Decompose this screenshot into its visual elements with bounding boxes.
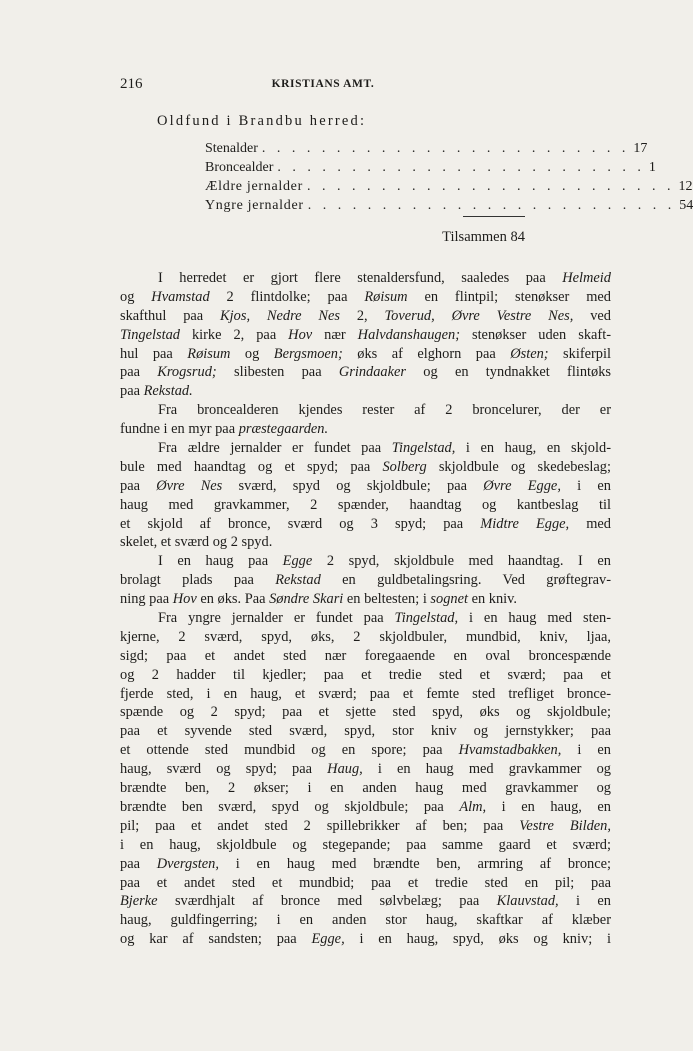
text-line <box>120 458 611 477</box>
text-run: haug med gravkammer, 2 spænder, haandtag og kantbeslag til <box>120 496 611 513</box>
text-run: paa <box>120 477 157 494</box>
text-line <box>120 345 611 364</box>
text-run: i en <box>558 893 611 910</box>
row-value: 17 <box>633 141 648 156</box>
italic-term: præstegaarden. <box>238 421 329 438</box>
text-run: pil; paa et andet sted 2 spillebrikker af ben; paa <box>120 817 520 834</box>
italic-term: Grindaaker <box>338 364 407 381</box>
text-run: paa et syvende sted sværd, spyd, stor kniv og jernstykker; paa <box>120 723 611 740</box>
italic-term: Dvergsten, <box>156 855 219 872</box>
text-run: Fra yngre jernalder er fundet paa <box>158 610 395 627</box>
italic-term: Rekstad. <box>143 383 193 400</box>
text-run: skafthul paa <box>120 307 221 324</box>
text-run: en flintpil; stenøkser med <box>407 288 611 305</box>
italic-term: Solberg <box>382 458 427 475</box>
text-run: 2, <box>339 307 385 324</box>
text-run: 2 flintdolke; paa <box>209 288 365 305</box>
row-label: Broncealder <box>205 160 274 175</box>
text-line <box>120 817 611 836</box>
italic-term: Helmeid <box>562 270 611 286</box>
text-line <box>120 420 611 439</box>
italic-term: Tingelstad <box>120 326 180 343</box>
italic-term: Tingelstad, <box>391 440 456 457</box>
text-run: i en haug med brændte ben, armring af bronce; <box>218 855 611 872</box>
text-run: og <box>120 288 152 305</box>
italic-term: Øvre Egge, <box>483 477 561 494</box>
text-line <box>120 382 611 401</box>
text-run: en beltesten; i <box>343 591 431 608</box>
text-run: i en <box>560 477 611 494</box>
text-line <box>120 439 611 458</box>
text-line <box>120 722 611 741</box>
text-run: paa <box>120 383 144 400</box>
text-run: i en haug, skjoldbule og stegepande; paa samme gaard et sværd; <box>120 836 611 853</box>
italic-term: Hvamstadbakken, <box>458 742 562 759</box>
text-line <box>120 477 611 496</box>
text-run: paa et andet sted et mundbid; paa et tredie sted en pil; paa <box>120 874 611 891</box>
italic-term: Tingelstad, <box>394 610 459 627</box>
text-run: Fra ældre jernalder er fundet paa <box>158 440 392 457</box>
italic-term: Rekstad <box>275 572 321 589</box>
text-line <box>120 779 611 798</box>
text-line <box>120 326 611 345</box>
text-line <box>120 874 611 893</box>
text-run: skelet, et sværd og 2 spyd. <box>120 534 273 551</box>
text-run: sværd, spyd og skjoldbule; paa <box>222 477 484 494</box>
italic-term: Hvamstad <box>151 288 210 305</box>
text-run: bule med haandtag og et spyd; paa <box>120 458 383 475</box>
sum-rule <box>463 216 525 217</box>
row-label: Ældre jernalder <box>205 179 303 194</box>
text-run: I en haug paa <box>158 553 283 570</box>
text-line <box>120 590 611 609</box>
text-line <box>120 798 611 817</box>
text-line <box>120 855 611 874</box>
text-run: i en haug med gravkammer og <box>362 761 611 778</box>
text-run: paa <box>120 364 158 381</box>
summary-row: Ældre jernalder . . . . . . . . . . . . . . . . . . . . . . . . . 12 <box>205 179 693 194</box>
body-text <box>120 269 611 949</box>
summary-row: Broncealder . . . . . . . . . . . . . . . . . . . . . . . . . 1 <box>205 160 656 175</box>
total-value: 84 <box>510 229 525 245</box>
text-run: nær <box>312 326 358 343</box>
text-run: brændte ben sværd, spyd og skjoldbule; paa <box>120 798 460 815</box>
text-run: et ottende sted mundbid og en spore; paa <box>120 742 459 759</box>
text-line <box>120 269 611 288</box>
text-line <box>120 836 611 855</box>
row-value: 12 <box>678 179 693 194</box>
text-line <box>120 363 611 382</box>
text-run: et skjold af bronce, sværd og 3 spyd; paa <box>120 515 481 532</box>
italic-term: sognet <box>430 591 468 608</box>
text-run: brændte ben, 2 økser; i en anden haug med gravkammer og <box>120 780 611 797</box>
italic-term: Krogsrud; <box>157 364 217 381</box>
text-run: i en haug, en skjold- <box>455 440 611 457</box>
text-run: haug, sværd og spyd; paa <box>120 761 328 778</box>
text-run: 2 spyd, skjoldbule med haandtag. I en <box>312 553 611 570</box>
text-run: slibesten paa <box>216 364 339 381</box>
text-run: med <box>569 515 612 532</box>
italic-term: Hov <box>172 591 197 608</box>
italic-term: Søndre Skari <box>269 591 344 608</box>
text-run: stenøkser uden skaft- <box>460 326 611 343</box>
text-line <box>120 647 611 666</box>
italic-term: Haug, <box>327 761 363 778</box>
italic-term: Øvre Nes <box>156 477 223 494</box>
text-run: i en haug, spyd, øks og kniv; i <box>344 931 611 948</box>
italic-term: Halvdanshaugen; <box>357 326 460 343</box>
row-value: 1 <box>648 160 656 175</box>
text-run: øks af elghorn paa <box>342 345 511 362</box>
text-line <box>120 288 611 307</box>
italic-term: Midtre Egge, <box>480 515 570 532</box>
total-row <box>405 229 525 246</box>
text-run: sigd; paa et andet sted nær foregaaende en oval broncespænde <box>120 647 611 664</box>
text-line <box>120 496 611 515</box>
text-run: og <box>230 345 274 362</box>
text-run: og en tyndnakket flintøks <box>406 364 611 381</box>
text-run: ved <box>573 307 611 324</box>
italic-term: Toverud, Øvre Vestre Nes, <box>384 307 574 324</box>
text-line <box>120 930 611 949</box>
text-run: brolagt plads paa <box>120 572 276 589</box>
text-line <box>120 911 611 930</box>
text-line <box>120 571 611 590</box>
text-run: fjerde sted, i en haug, et sværd; paa et femte sted trefliget bronce- <box>120 685 611 702</box>
text-run: fundne i en myr paa <box>120 421 239 438</box>
summary-row: Yngre jernalder . . . . . . . . . . . . . . . . . . . . . . . . . 54 <box>205 198 693 213</box>
text-line <box>120 609 611 628</box>
text-line <box>120 628 611 647</box>
text-line <box>120 703 611 722</box>
text-run: spænde og 2 spyd; paa et sjette sted spyd, øks og skjoldbule; <box>120 704 611 721</box>
row-value: 54 <box>679 198 693 213</box>
text-line <box>120 307 611 326</box>
italic-term: Røisum <box>364 288 408 305</box>
text-line <box>120 552 611 571</box>
text-run: skjoldbule og skedebeslag; <box>426 458 612 475</box>
italic-term: Klauvstad, <box>496 893 559 910</box>
text-run: og kar af sandsten; paa <box>120 931 312 948</box>
total-label: Tilsammen <box>442 229 507 245</box>
text-line <box>120 760 611 779</box>
row-label: Stenalder <box>205 141 258 156</box>
text-run: haug, guldfingerring; i en anden stor haug, skaftkar af klæber <box>120 912 611 929</box>
text-run: en øks. Paa <box>196 591 270 608</box>
text-run: sværdhjalt af bronce med sølvbelæg; paa <box>157 893 497 910</box>
summary-title: Oldfund i Brandbu herred: <box>157 113 367 129</box>
running-head: KRISTIANS AMT. <box>271 78 375 90</box>
text-run: i en haug, en <box>486 798 612 815</box>
text-line <box>120 401 611 420</box>
text-run: Fra broncealderen kjendes rester af 2 broncelurer, der er <box>158 402 611 419</box>
text-run: i en haug med sten- <box>458 610 611 627</box>
row-label: Yngre jernalder <box>205 198 304 213</box>
italic-term: Østen; <box>510 345 549 362</box>
page-header <box>120 76 526 94</box>
text-run: og 2 hadder til kjedler; paa et tredie sted et sværd; paa et <box>120 666 611 683</box>
italic-term: Kjos, Nedre Nes <box>220 307 340 324</box>
text-run: hul paa <box>120 345 188 362</box>
text-line <box>120 685 611 704</box>
italic-term: Hov <box>288 326 313 343</box>
italic-term: Røisum <box>187 345 231 362</box>
text-run: ning paa <box>120 591 173 608</box>
italic-term: Bjerke <box>120 893 158 910</box>
summary-table <box>205 139 693 215</box>
summary-row: Stenalder . . . . . . . . . . . . . . . . . . . . . . . . . 17 <box>205 141 648 156</box>
text-run: en kniv. <box>468 591 518 608</box>
italic-term: Alm, <box>459 798 487 815</box>
text-run: i en <box>561 742 611 759</box>
text-line <box>120 666 611 685</box>
page-number: 216 <box>120 76 143 92</box>
text-run: kjerne, 2 sværd, spyd, øks, 2 skjoldbuler, mundbid, kniv, ljaa, <box>120 628 611 645</box>
text-run: en guldbetalingsring. Ved grøftegrav- <box>320 572 611 589</box>
text-run: kirke 2, paa <box>179 326 289 343</box>
text-run: skiferpil <box>548 345 611 362</box>
text-run: I herredet er gjort flere stenaldersfund, saaledes paa <box>158 270 563 286</box>
italic-term: Vestre Bilden, <box>519 817 611 834</box>
text-line <box>120 533 611 552</box>
text-run: paa <box>120 855 157 872</box>
italic-term: Egge <box>282 553 313 570</box>
italic-term: Egge, <box>311 931 345 948</box>
italic-term: Bergsmoen; <box>273 345 343 362</box>
text-line <box>120 892 611 911</box>
text-line <box>120 741 611 760</box>
text-line <box>120 515 611 534</box>
